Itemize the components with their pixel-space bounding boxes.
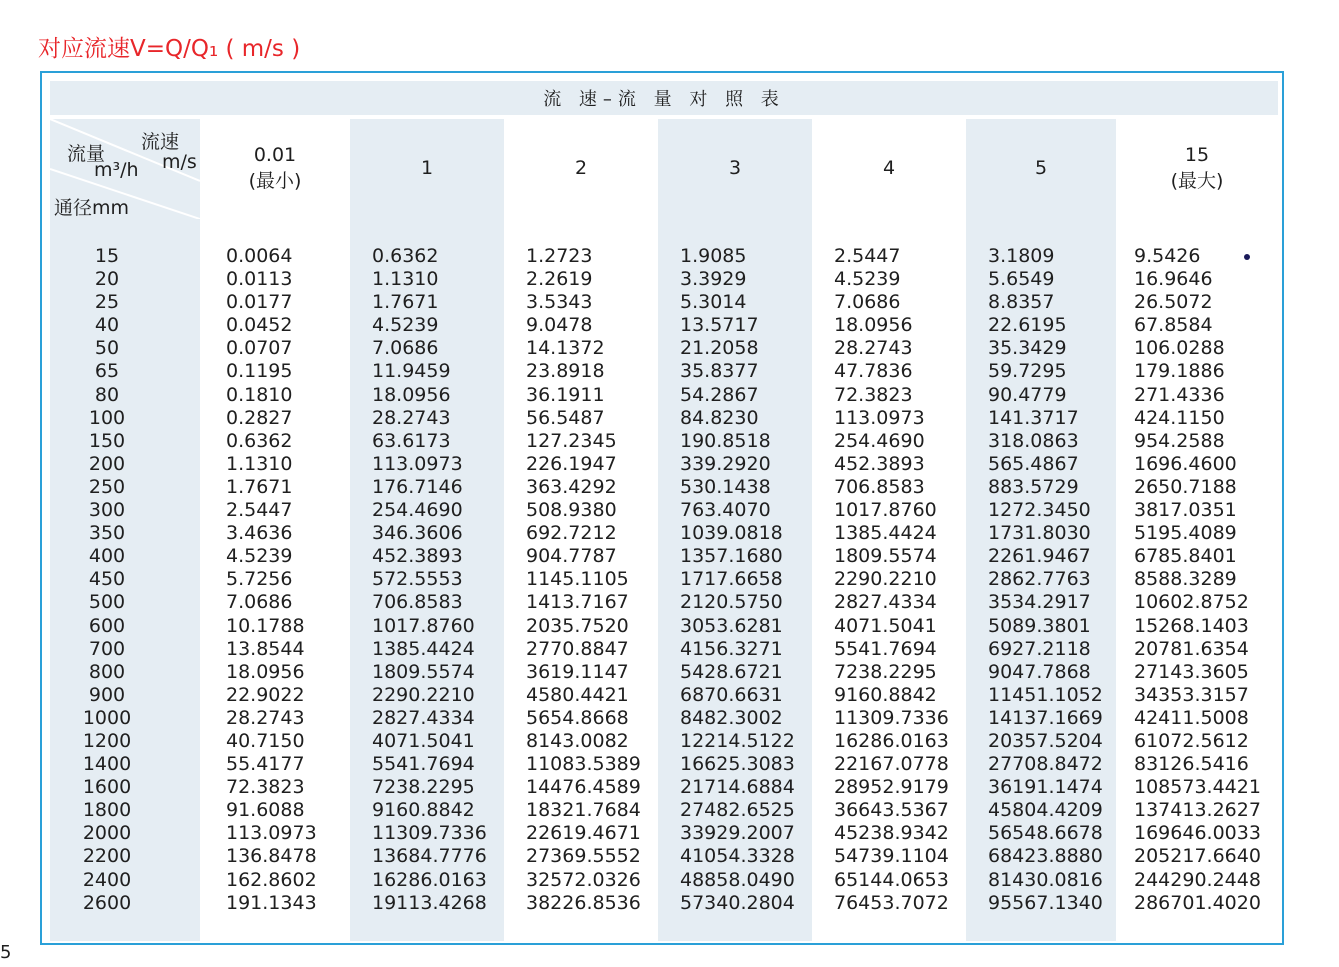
flow-cell: 81430.0816 [988,868,1103,891]
flow-cell: 108573.4421 [1134,776,1261,799]
flow-cell: 424.1150 [1134,406,1225,429]
flow-cell: 95567.1340 [988,891,1103,914]
flow-cell: 4.5239 [226,545,293,568]
flow-cell: 27143.3605 [1134,660,1249,683]
flow-cell: 0.2827 [226,406,293,429]
flow-cell: 36191.1474 [988,776,1103,799]
flow-cell: 8588.3289 [1134,568,1237,591]
flow-cell: 0.0707 [226,337,293,360]
flow-cell: 21714.6884 [680,776,795,799]
flow-cell: 38226.8536 [526,891,641,914]
flow-cell: 6927.2118 [988,637,1091,660]
speed-unit: m/s [162,151,197,173]
flow-cell: 13.8544 [226,637,305,660]
velocity-header [200,119,350,217]
flow-cell: 5.7256 [226,568,293,591]
flow-cell: 41054.3328 [680,845,795,868]
page-number-fragment: 5 [0,942,12,963]
velocity-header [350,119,504,217]
flow-cell: 5654.8668 [526,706,629,729]
flow-cell: 2.5447 [834,245,901,267]
diameter-values [50,245,200,915]
flow-cell: 7238.2295 [372,776,475,799]
flow-cell: 5.6549 [988,268,1055,291]
flow-cell: 2120.5750 [680,591,783,614]
diameter-cell: 1200 [82,729,132,752]
flow-cell: 8.8357 [988,291,1055,314]
flow-cell: 2827.4334 [834,591,937,614]
flow-cell: 226.1947 [526,452,617,475]
flow-cell: 254.4690 [834,429,925,452]
flow-cell: 5.3014 [680,291,747,314]
diameter-cell: 200 [88,452,126,475]
velocity-header [966,119,1116,217]
flow-cell: 3.4636 [226,522,293,545]
flow-cell: 5195.4089 [1134,522,1237,545]
flow-cell: 4071.5041 [834,614,937,637]
diameter-cell: 20 [94,268,120,291]
flow-cell: 1385.4424 [834,522,937,545]
flow-cell: 706.8583 [372,591,463,614]
flow-cell: 7238.2295 [834,660,937,683]
flow-cell: 26.5072 [1134,291,1213,314]
flow-cell: 33929.2007 [680,822,795,845]
velocity-note: (最大) [1170,170,1224,192]
flow-values [1116,245,1278,915]
flow-cell: 5541.7694 [834,637,937,660]
flow-cell: 954.2588 [1134,429,1225,452]
flow-cell: 0.6362 [372,245,439,267]
diameter-cell: 700 [88,637,126,660]
flow-cell: 286701.4020 [1134,891,1261,914]
flow-values [200,245,350,915]
diameter-cell: 2000 [82,822,132,845]
flow-cell: 113.0973 [372,452,463,475]
flow-cell: 11309.7336 [834,706,949,729]
flow-cell: 55.4177 [226,753,305,776]
flow-cell: 9.5426 [1134,245,1201,267]
flow-cell: 565.4867 [988,452,1079,475]
flow-cell: 47.7836 [834,360,913,383]
flow-cell: 530.1438 [680,475,771,498]
flow-cell: 28.2743 [372,406,451,429]
flow-cell: 16286.0163 [372,868,487,891]
flow-cell: 23.8918 [526,360,605,383]
flow-values [966,245,1116,915]
flow-cell: 1413.7167 [526,591,629,614]
flow-cell: 3053.6281 [680,614,783,637]
flow-cell: 2261.9467 [988,545,1091,568]
flow-cell: 3.1809 [988,245,1055,267]
flow-cell: 1731.8030 [988,522,1091,545]
flow-cell: 18.0956 [372,383,451,406]
flow-cell: 883.5729 [988,475,1079,498]
flow-cell: 0.1810 [226,383,293,406]
flow-cell: 54739.1104 [834,845,949,868]
diameter-cell: 1000 [82,706,132,729]
flow-cell: 1809.5574 [372,660,475,683]
flow-cell: 4156.3271 [680,637,783,660]
flow-cell: 1.9085 [680,245,747,267]
flow-cell: 2650.7188 [1134,475,1237,498]
flow-values [350,245,504,915]
flow-cell: 1272.3450 [988,499,1091,522]
diameter-cell: 250 [88,475,126,498]
flow-cell: 1696.4600 [1134,452,1237,475]
diameter-cell: 300 [88,499,126,522]
flow-cell: 5428.6721 [680,660,783,683]
flow-cell: 0.0064 [226,245,293,267]
flow-cell: 22167.0778 [834,753,949,776]
flow-cell: 22619.4671 [526,822,641,845]
flow-cell: 0.0113 [226,268,293,291]
velocity-header [1116,119,1278,217]
velocity-header [658,119,812,217]
flow-cell: 0.6362 [226,429,293,452]
velocity-column [350,119,504,941]
flow-cell: 16.9646 [1134,268,1213,291]
flow-cell: 45238.9342 [834,822,949,845]
flow-cell: 904.7787 [526,545,617,568]
flow-label: 流量 [67,143,106,165]
flow-cell: 2.2619 [526,268,593,291]
flow-cell: 763.4070 [680,499,771,522]
flow-cell: 14.1372 [526,337,605,360]
flow-cell: 254.4690 [372,499,463,522]
flow-cell: 35.8377 [680,360,759,383]
flow-cell: 12214.5122 [680,729,795,752]
flow-cell: 1809.5574 [834,545,937,568]
flow-cell: 27369.5552 [526,845,641,868]
flow-cell: 113.0973 [226,822,317,845]
flow-cell: 3817.0351 [1134,499,1237,522]
flow-cell: 11.9459 [372,360,451,383]
velocity-column [658,119,812,941]
flow-cell: 2770.8847 [526,637,629,660]
flow-cell: 179.1886 [1134,360,1225,383]
flow-cell: 9160.8842 [834,683,937,706]
flow-cell: 61072.5612 [1134,729,1249,752]
flow-cell: 22.9022 [226,683,305,706]
flow-cell: 72.3823 [226,776,305,799]
flow-cell: 65144.0653 [834,868,949,891]
flow-cell: 5541.7694 [372,753,475,776]
flow-cell: 68423.8880 [988,845,1103,868]
diameter-cell: 2600 [82,891,132,914]
flow-cell: 34353.3157 [1134,683,1249,706]
flow-cell: 169646.0033 [1134,822,1261,845]
diameter-cell: 2200 [82,845,132,868]
velocity-header [812,119,966,217]
flow-cell: 572.5553 [372,568,463,591]
flow-cell: 11083.5389 [526,753,641,776]
flow-cell: 1.7671 [372,291,439,314]
velocity-column [200,119,350,941]
velocity-column [504,119,658,941]
flow-cell: 9047.7868 [988,660,1091,683]
flow-cell: 22.6195 [988,314,1067,337]
flow-cell: 339.2920 [680,452,771,475]
flow-cell: 363.4292 [526,475,617,498]
diameter-cell: 800 [88,660,126,683]
flow-cell: 2035.7520 [526,614,629,637]
page-heading: 对应流速V=Q/Q₁ ( m/s ) [38,36,301,62]
flow-cell: 3.5343 [526,291,593,314]
flow-cell: 7.0686 [226,591,293,614]
flow-cell: 452.3893 [834,452,925,475]
flow-cell: 346.3606 [372,522,463,545]
flow-cell: 0.0452 [226,314,293,337]
flow-cell: 0.1195 [226,360,293,383]
flow-cell: 162.8602 [226,868,317,891]
flow-cell: 11309.7336 [372,822,487,845]
flow-cell: 1385.4424 [372,637,475,660]
flow-cell: 2.5447 [226,499,293,522]
flow-cell: 137413.2627 [1134,799,1261,822]
flow-cell: 21.2058 [680,337,759,360]
flow-cell: 20781.6354 [1134,637,1249,660]
flow-cell: 1.1310 [372,268,439,291]
velocity-value: 0.01 [253,144,297,166]
flow-cell: 4.5239 [372,314,439,337]
velocity-value: 5 [1034,157,1048,179]
flow-cell: 706.8583 [834,475,925,498]
flow-cell: 1017.8760 [372,614,475,637]
flow-cell: 83126.5416 [1134,753,1249,776]
velocity-column [966,119,1116,941]
table-title: 流 速–流 量 对 照 表 [50,81,1278,115]
flow-cell: 7.0686 [372,337,439,360]
flow-cell: 36643.5367 [834,799,949,822]
diameter-cell: 1600 [82,776,132,799]
diameter-cell: 500 [88,591,126,614]
velocity-column [1116,119,1278,941]
flow-cell: 4580.4421 [526,683,629,706]
flow-cell: 190.8518 [680,429,771,452]
flow-cell: 40.7150 [226,729,305,752]
diameter-cell: 450 [88,568,126,591]
velocity-value: 3 [728,157,742,179]
flow-cell: 1357.1680 [680,545,783,568]
velocity-header [504,119,658,217]
flow-cell: 27482.6525 [680,799,795,822]
flow-values [504,245,658,915]
flow-cell: 8482.3002 [680,706,783,729]
flow-cell: 1.1310 [226,452,293,475]
flow-cell: 141.3717 [988,406,1079,429]
diameter-cell: 900 [88,683,126,706]
flow-cell: 32572.0326 [526,868,641,891]
flow-cell: 59.7295 [988,360,1067,383]
flow-cell: 54.2867 [680,383,759,406]
diameter-column [50,219,200,941]
flow-cell: 2290.2210 [372,683,475,706]
flow-cell: 3534.2917 [988,591,1091,614]
diameter-cell: 150 [88,429,126,452]
diameter-cell: 100 [88,406,126,429]
flow-cell: 27708.8472 [988,753,1103,776]
flow-unit: m³/h [94,159,139,181]
flow-cell: 508.9380 [526,499,617,522]
diameter-cell: 600 [88,614,126,637]
velocity-note: (最小) [248,170,302,192]
flow-cell: 3619.1147 [526,660,629,683]
flow-cell: 48858.0490 [680,868,795,891]
flow-cell: 8143.0082 [526,729,629,752]
flow-cell: 10602.8752 [1134,591,1249,614]
flow-cell: 16286.0163 [834,729,949,752]
diameter-cell: 50 [94,337,120,360]
flow-values [812,245,966,915]
speed-label: 流速 [141,131,180,153]
diameter-cell: 400 [88,545,126,568]
flow-cell: 35.3429 [988,337,1067,360]
flow-cell: 45804.4209 [988,799,1103,822]
diameter-cell: 80 [94,383,120,406]
flow-cell: 1717.6658 [680,568,783,591]
flow-cell: 3.3929 [680,268,747,291]
flow-cell: 9.0478 [526,314,593,337]
flow-cell: 42411.5008 [1134,706,1249,729]
flow-cell: 4071.5041 [372,729,475,752]
flow-cell: 57340.2804 [680,891,795,914]
flow-cell: 5089.3801 [988,614,1091,637]
flow-cell: 176.7146 [372,475,463,498]
diameter-cell: 65 [94,360,120,383]
flow-cell: 14137.1669 [988,706,1103,729]
diameter-cell: 1400 [82,753,132,776]
flow-cell: 2827.4334 [372,706,475,729]
flow-cell: 1145.1105 [526,568,629,591]
flow-cell: 7.0686 [834,291,901,314]
stray-dot-mark [1244,254,1250,260]
flow-values [658,245,812,915]
flow-cell: 19113.4268 [372,891,487,914]
flow-cell: 84.8230 [680,406,759,429]
diameter-cell: 15 [94,245,120,267]
flow-cell: 4.5239 [834,268,901,291]
flow-cell: 244290.2448 [1134,868,1261,891]
flow-velocity-table [40,71,1284,945]
diameter-cell: 350 [88,522,126,545]
flow-cell: 1039.0818 [680,522,783,545]
flow-cell: 63.6173 [372,429,451,452]
velocity-column [812,119,966,941]
diameter-cell: 40 [94,314,120,337]
flow-cell: 136.8478 [226,845,317,868]
flow-cell: 18.0956 [834,314,913,337]
flow-cell: 318.0863 [988,429,1079,452]
flow-cell: 452.3893 [372,545,463,568]
flow-cell: 56548.6678 [988,822,1103,845]
flow-cell: 28.2743 [834,337,913,360]
flow-cell: 56.5487 [526,406,605,429]
flow-cell: 11451.1052 [988,683,1103,706]
flow-cell: 18321.7684 [526,799,641,822]
flow-cell: 113.0973 [834,406,925,429]
flow-cell: 72.3823 [834,383,913,406]
flow-cell: 1017.8760 [834,499,937,522]
flow-cell: 15268.1403 [1134,614,1249,637]
flow-cell: 1.7671 [226,475,293,498]
flow-cell: 6785.8401 [1134,545,1237,568]
flow-cell: 16625.3083 [680,753,795,776]
flow-cell: 0.0177 [226,291,293,314]
flow-cell: 28952.9179 [834,776,949,799]
flow-cell: 36.1911 [526,383,605,406]
velocity-value: 2 [574,157,588,179]
flow-cell: 2862.7763 [988,568,1091,591]
flow-cell: 14476.4589 [526,776,641,799]
flow-cell: 10.1788 [226,614,305,637]
velocity-value: 1 [420,157,434,179]
flow-cell: 205217.6640 [1134,845,1261,868]
flow-cell: 6870.6631 [680,683,783,706]
flow-cell: 13684.7776 [372,845,487,868]
flow-cell: 91.6088 [226,799,305,822]
flow-cell: 106.0288 [1134,337,1225,360]
flow-cell: 692.7212 [526,522,617,545]
diameter-cell: 1800 [82,799,132,822]
flow-cell: 13.5717 [680,314,759,337]
flow-cell: 271.4336 [1134,383,1225,406]
flow-cell: 28.2743 [226,706,305,729]
flow-cell: 9160.8842 [372,799,475,822]
diameter-cell: 2400 [82,868,132,891]
diameter-label: 通径mm [54,197,130,219]
flow-cell: 127.2345 [526,429,617,452]
flow-cell: 90.4779 [988,383,1067,406]
velocity-value: 4 [882,157,896,179]
velocity-value: 15 [1184,144,1210,166]
diameter-cell: 25 [94,291,120,314]
flow-cell: 191.1343 [226,891,317,914]
flow-cell: 67.8584 [1134,314,1213,337]
table-corner-header [50,119,200,219]
flow-cell: 1.2723 [526,245,593,267]
flow-cell: 18.0956 [226,660,305,683]
flow-cell: 20357.5204 [988,729,1103,752]
flow-cell: 76453.7072 [834,891,949,914]
flow-cell: 2290.2210 [834,568,937,591]
